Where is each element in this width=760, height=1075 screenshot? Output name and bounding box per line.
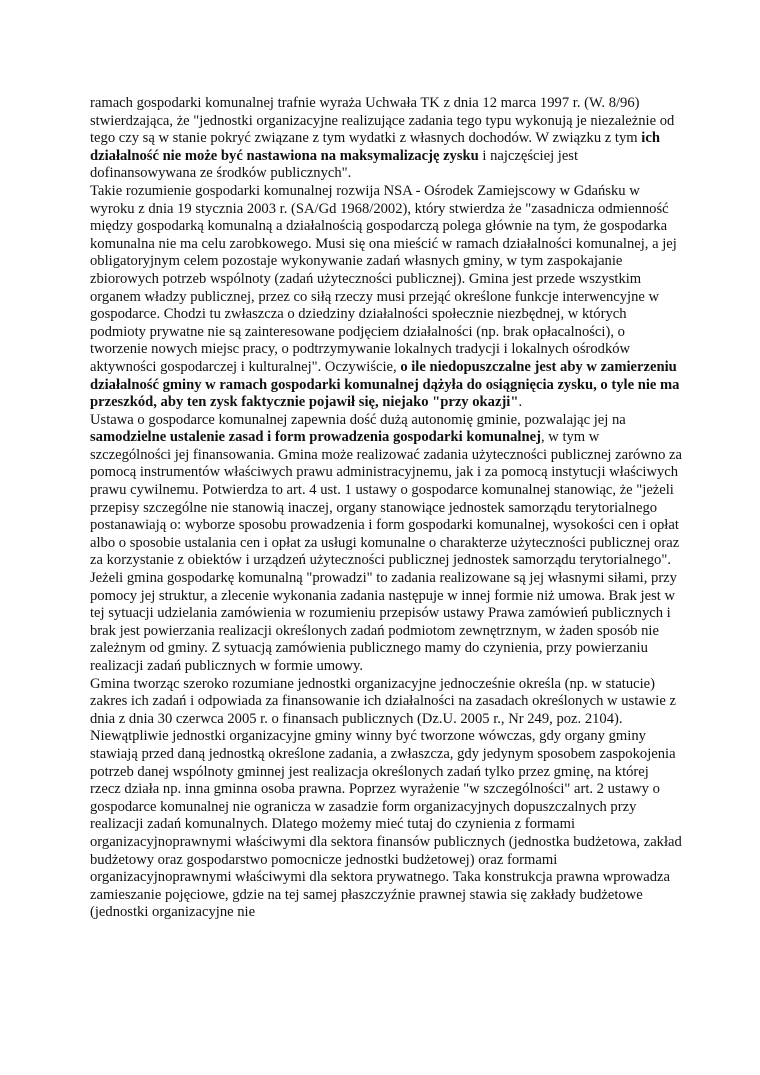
text-run: ramach gospodarki komunalnej trafnie wyraża Uchwała TK z dnia 12 marca 1997 r. (W. 8/96) stwierdzająca, że "jednostki organizacyjne realizujące zadania tego typu wykonują je niezależnie od tego czy są w stanie pokryć związane z tym wydatki z własnych dochodów. W związku z tym [90, 95, 675, 147]
paragraph-2 [90, 183, 682, 412]
paragraph-4 [90, 570, 682, 676]
bold-text-run: samodzielne ustalenie zasad i form prowadzenia gospodarki komunalnej [90, 429, 541, 446]
text-run: i najczęściej jest dofinansowywana ze środków publicznych". [90, 147, 579, 182]
document-page [90, 95, 682, 922]
bold-text-run: ich działalność nie może być nastawiona na maksymalizację zysku [90, 130, 660, 164]
text-run: Ustawa o gospodarce komunalnej zapewnia dość dużą autonomię gminie, pozwalając jej na [90, 411, 626, 428]
paragraph-3 [90, 412, 682, 570]
paragraph-1 [90, 95, 682, 183]
text-run: . [518, 394, 523, 411]
text-run: Takie rozumienie gospodarki komunalnej rozwija NSA - Ośrodek Zamiejscowy w Gdańsku w wyroku z dnia 19 stycznia 2003 r. (SA/Gd 1968/2002), który stwierdza że "zasadnicza odmienność między gospodarką komunalną a działalnością gospodarczą polega głównie na tym, że gospodarka komunalna nie ma celu zarobkowego. Musi się ona mieścić w ramach działalności komunalnej, a jej obligatoryjnym celem pozostaje wykonywanie zadań własnych gminy, w tym zaspokajanie zbiorowych potrzeb wspólnoty (zadań użyteczności publicznej). Gmina jest przede wszystkim organem władzy publicznej, przez co siłą rzeczy musi przejąć określone funkcje interwencyjne w gospodarce. Chodzi tu zwłaszcza o dziedziny działalności społecznie niezbędnej, w których podmioty prywatne nie są zainteresowane podjęciem działalności (np. brak opłacalności), o tworzenie nowych miejsc pracy, o podtrzymywanie lokalnych tradycji i lokalnych ośrodków aktywności gospodarczej i kulturalnej". Oczywiście, [90, 182, 677, 375]
text-run: Gmina tworząc szeroko rozumiane jednostki organizacyjne jednocześnie określa (np. w statucie) zakres ich zadań i odpowiada za finansowanie ich działalności na zasadach określonych w ustawie z dnia z dnia 30 czerwca 2005 r. o finansach publicznych (Dz.U. 2005 r., Nr 249, poz. 2104). Niewątpliwie jednostki organizacyjne gminy winny być tworzone wówczas, gdy organy gminy stawiają przed daną jednostką określone zadania, a zwłaszcza, gdy jedynym sposobem zaspokojenia potrzeb danej wspólnoty gminnej jest realizacja określonych zadań tylko przez gminę, na której rzecz działa np. inna gminna osoba prawna. Poprzez wyrażenie "w szczególności" art. 2 ustawy o gospodarce komunalnej nie ogranicza w zasadzie form organizacyjnych dopuszczalnych przy realizacji zadań komunalnych. Dlatego możemy mieć tutaj do czynienia z formami organizacyjnoprawnymi właściwymi dla sektora finansów publicznych (jednostka budżetowa, zakład budżetowy oraz gospodarstwo pomocnicze jednostki budżetowej) oraz formami organizacyjnoprawnymi właściwymi dla sektora prywatnego. Taka konstrukcja prawna wprowadza zamieszanie pojęciowe, gdzie na tej samej płaszczyźnie prawnej stawia się zakłady budżetowe (jednostki organizacyjne nie [90, 675, 682, 921]
text-run: , w tym w szczególności jej finansowania. Gmina może realizować zadania użyteczności publicznej zarówno za pomocą instrumentów właściwych prawu administracyjnemu, jak i za pomocą instytucji właściwych prawu cywilnemu. Potwierdza to art. 4 ust. 1 ustawy o gospodarce komunalnej stanowiąc, że "jeżeli przepisy szczególne nie stanowią inaczej, organy stanowiące jednostek samorządu terytorialnego postanawiają o: wyborze sposobu prowadzenia i form gospodarki komunalnej, wysokości cen i opłat albo o sposobie ustalania cen i opłat za usługi komunalne o charakterze użyteczności publicznej oraz za korzystanie z obiektów i urządzeń użyteczności publicznej jednostek samorządu terytorialnego". [90, 429, 682, 569]
text-run: Jeżeli gmina gospodarkę komunalną "prowadzi" to zadania realizowane są jej własnymi siłami, przy pomocy jej struktur, a zlecenie wykonania zadania następuje w innej formie niż umowa. Brak jest w tej sytuacji udzielania zamówienia w rozumieniu przepisów ustawy Prawa zamówień publicznych i brak jest powierzania realizacji określonych zadań podmiotom zewnętrznym, w żaden sposób nie zależnym od gminy. Z sytuacją zamówienia publicznego mamy do czynienia, przy powierzaniu realizacji zadań publicznych w formie umowy. [90, 570, 677, 674]
paragraph-5 [90, 676, 682, 922]
bold-text-run: o ile niedopuszczalne jest aby w zamierzeniu działalność gminy w ramach gospodarki komunalnej dążyła do osiągnięcia zysku, o tyle nie ma przeszkód, aby ten zysk faktycznie pojawił się, niejako "przy okazji" [90, 358, 680, 411]
